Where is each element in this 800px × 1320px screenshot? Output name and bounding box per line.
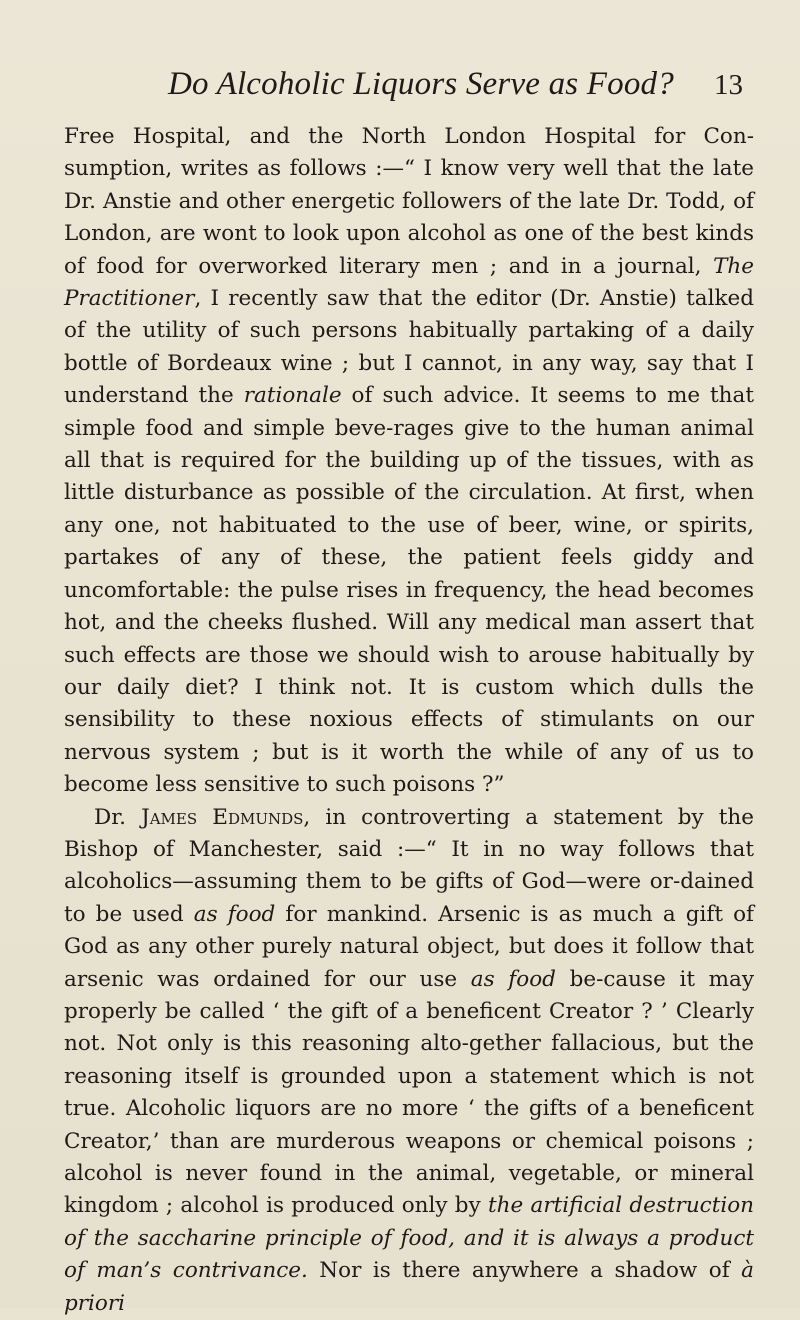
text-run: Free Hospital, and the North London Hospital for Con-sumption, writes as follows :—“ I know very well that the late Dr. Anstie and other energetic followers of the late Dr. Todd, of London, are wont to look upon alcohol as one of the best kinds of food for overworked literary men ; and in a journal, [64, 124, 754, 279]
text-run: for mankind. Arsenic is as much a gift of God as any other purely natural object, but does it follow that arsenic was ordained for our use [64, 901, 754, 992]
italic-phrase: as food [193, 901, 276, 927]
page-number: 13 [714, 69, 743, 101]
text-run: , in controverting a statement by the Bishop of Manchester, said :—“ It in no way follows that alcoholics—assuming them to be gifts of God—were or-dained to be used [64, 804, 754, 927]
body-text [64, 121, 754, 1320]
text-run: be-cause it may properly be called ‘ the gift of a beneficent Creator ? ’ Clearly not. Not only is this reasoning alto-gether fallacious, but the reasoning itself is grounded upon a statement which is not true. Alcoholic liquors are no more ‘ the gifts of a beneficent Creator,’ than are murderous weapons or chemical poisons ; alcohol is never found in the animal, vegetable, or mineral kingdom ; alcohol is produced only by [64, 966, 754, 1219]
text-run: Nor is there anywhere a shadow of [307, 1258, 742, 1284]
author-name: James Edmunds [141, 804, 304, 830]
text-run: of such advice. It seems to me that simple food and simple beve-rages give to the human animal all that is required for the building up of the tissues, with as little disturbance as possible of the circulation. At first, when any one, not habituated to the use of beer, wine, or spirits, partakes of any of these, the patient feels giddy and uncomfortable: the pulse rises in frequency, the head becomes hot, and the cheeks flushed. Will any medical man assert that such effects are those we should wish to arouse habitually by our daily diet? I think not. It is custom which dulls the sensibility to these noxious effects of stimulants on our nervous system ; but is it worth the while of any of us to become less sensitive to such poisons ?” [64, 383, 754, 798]
paragraph-continued [64, 121, 754, 802]
page-header [0, 66, 800, 106]
italic-term: rationale [243, 383, 342, 409]
text-run: Dr. [94, 804, 142, 830]
italic-passage: the artificial destruction of the saccharine principle of food, and it is always a product of man’s contrivance. [64, 1193, 755, 1284]
text-run: , I recently saw that the editor (Dr. Anstie) talked of the utility of such persons habitually partaking of a daily bottle of Bordeaux wine ; but I cannot, in any way, say that I understand the [64, 286, 754, 409]
italic-phrase: as food [470, 966, 556, 992]
journal-title: The Practitioner [64, 253, 754, 312]
paragraph-edmunds [64, 802, 754, 1320]
italic-phrase: à priori [64, 1258, 754, 1316]
running-title: Do Alcoholic Liquors Serve as Food? [168, 66, 674, 102]
